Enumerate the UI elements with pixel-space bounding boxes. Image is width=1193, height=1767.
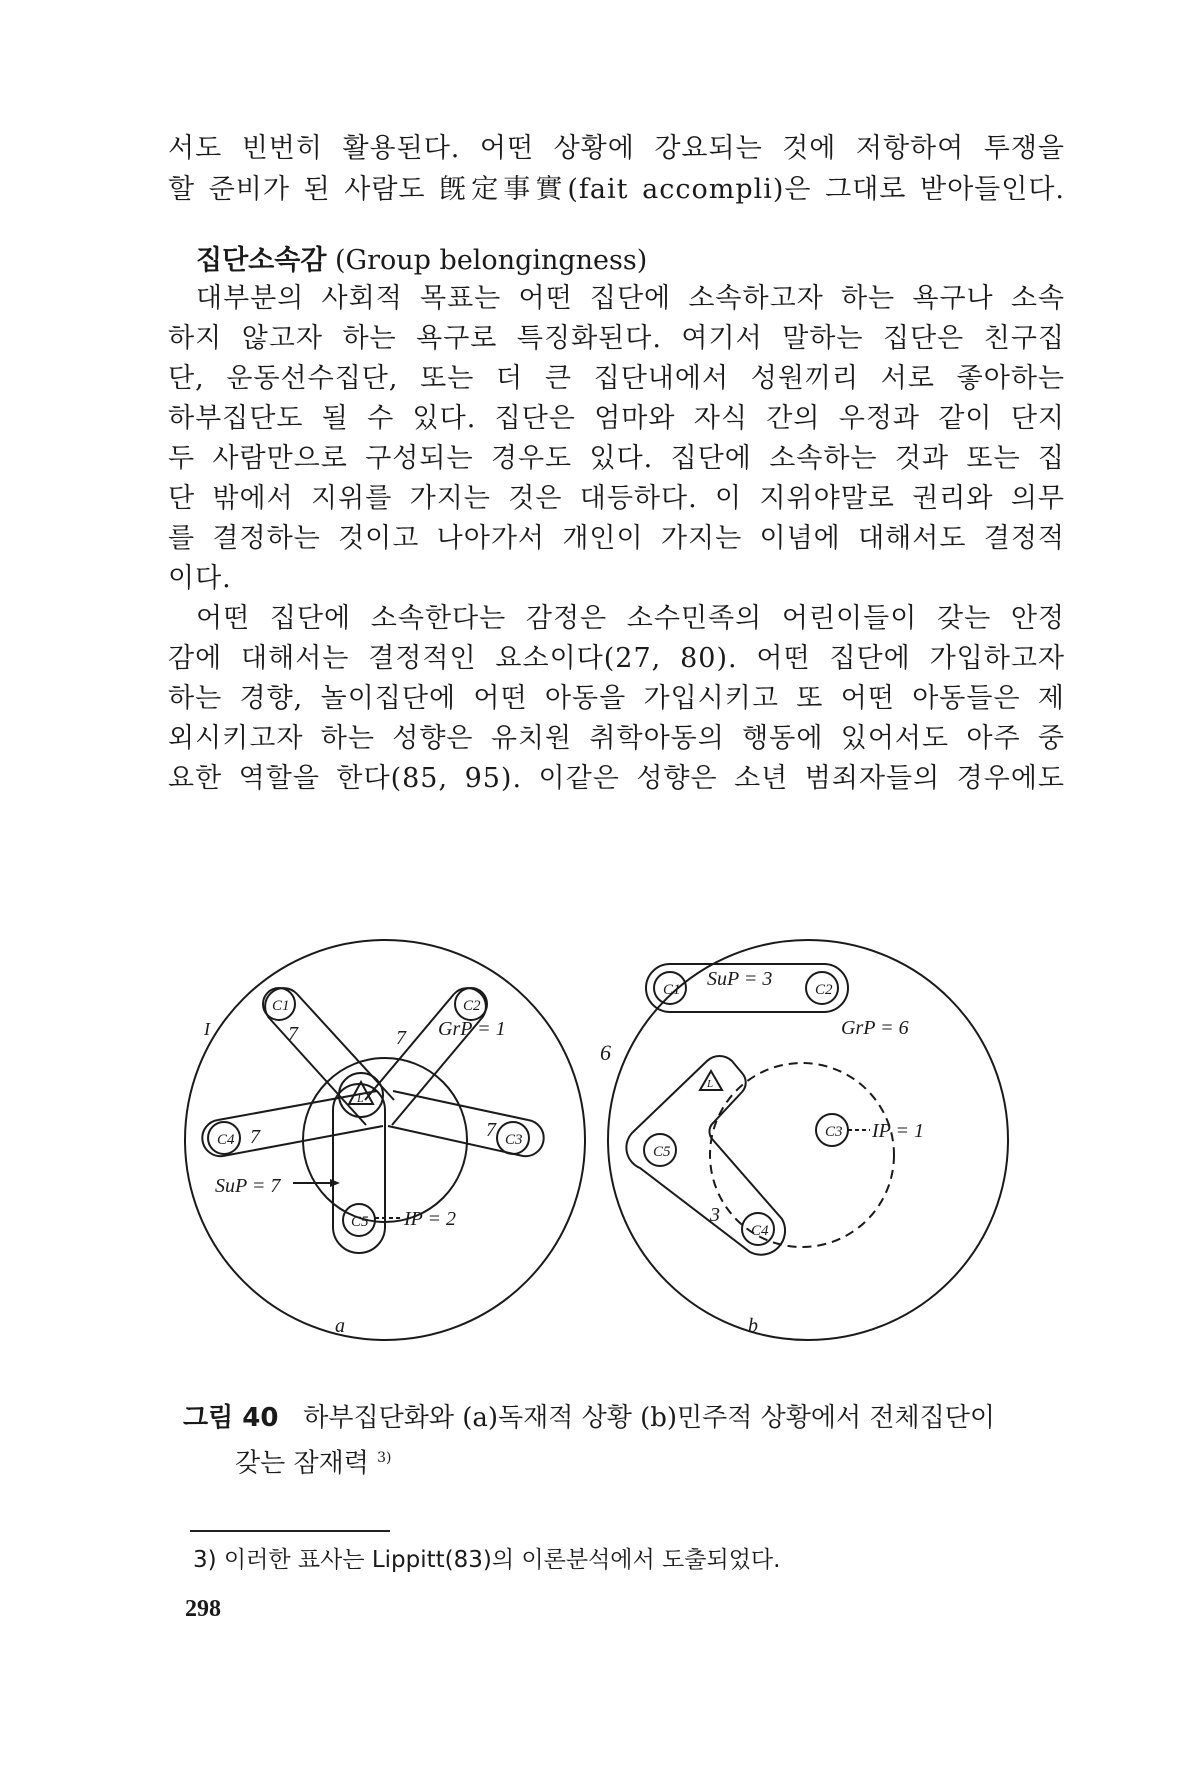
member-label: C2	[463, 998, 481, 1014]
footnote-ref: 3)	[377, 1450, 392, 1466]
diagram-a-label: a	[335, 1315, 345, 1337]
member-label: C3	[505, 1132, 523, 1148]
diagram-b-grp-label: GrP = 6	[841, 1017, 909, 1039]
figure-caption	[183, 1400, 1063, 1436]
weight-label: 7	[250, 1126, 260, 1148]
member-label: C3	[825, 1124, 843, 1140]
weight-label: 3	[710, 1204, 720, 1226]
figure-40-diagram	[160, 930, 1060, 1390]
body-line: 하부집단도 될 수 있다. 집단은 엄마와 자식 간의 우정과 같이 단지	[168, 403, 1065, 434]
diagram-b-sup-label: SuP = 3	[707, 968, 773, 990]
body-line: 대부분의 사회적 목표는 어떤 집단에 소속하고자 하는 욕구나 소속	[196, 283, 1065, 314]
body-line: 하지 않고자 하는 욕구로 특징화된다. 여기서 말하는 집단은 친구집	[168, 323, 1065, 354]
member-label: C4	[751, 1223, 769, 1239]
body-line: 요한 역할을 한다(85, 95). 이같은 성향은 소년 범죄자들의 경우에도	[168, 763, 1065, 794]
body-line: 이다.	[168, 563, 232, 594]
diagram-b-ip-label: IP = 1	[872, 1120, 925, 1142]
dashed-circle-b	[710, 1063, 894, 1247]
diagram-b	[608, 940, 1008, 1340]
member-label: C2	[815, 982, 833, 998]
caption-number: 그림 40	[183, 1403, 279, 1433]
footnote-rule	[190, 1530, 390, 1532]
body-line: 어떤 집단에 소속한다는 감정은 소수민족의 어린이들이 갖는 안정	[196, 603, 1065, 634]
diagram-b-label: b	[748, 1315, 758, 1337]
member-label: C1	[663, 982, 681, 998]
section-heading	[196, 245, 647, 277]
outer-circle-b	[608, 940, 1008, 1340]
figure-caption-2	[235, 1440, 1115, 1482]
member-label: C1	[272, 998, 290, 1014]
body-line: 두 사람만으로 구성되는 경우도 있다. 집단에 소속하는 것과 또는 집	[168, 443, 1065, 474]
body-line: 감에 대해서는 결정적인 요소이다(27, 80). 어떤 집단에 가입하고자	[168, 643, 1065, 674]
member-label: C5	[653, 1144, 671, 1160]
diagram-a-outer-label: I	[204, 1019, 210, 1039]
member-label: C4	[217, 1132, 235, 1148]
caption-text-2: 갖는 잠재력	[235, 1448, 369, 1479]
body-line: 단 밖에서 지위를 가지는 것은 대등하다. 이 지위야말로 권리와 의무	[168, 483, 1065, 514]
body-line: 를 결정하는 것이고 나아가서 개인이 가지는 이념에 대해서도 결정적	[168, 523, 1065, 554]
diagram-a	[185, 940, 585, 1340]
leader-label: L	[707, 1078, 714, 1090]
body-line: 할 준비가 된 사람도 旣定事實(fait accompli)은 그대로 받아들인다.	[168, 174, 1065, 205]
diagram-a-sup-label: SuP = 7	[215, 1175, 281, 1197]
weight-label: 7	[486, 1119, 496, 1141]
caption-text-1: 하부집단화와 (a)독재적 상황 (b)민주적 상황에서 전체집단이	[303, 1403, 995, 1433]
section-title-en: (Group belongingness)	[335, 245, 648, 276]
weight-label: 7	[396, 1027, 406, 1049]
leader-label: L	[357, 1091, 364, 1105]
footnote: 3) 이러한 표사는 Lippitt(83)의 이론분석에서 도출되었다.	[193, 1547, 781, 1573]
page-number: 298	[185, 1596, 221, 1622]
body-line: 서도 빈번히 활용된다. 어떤 상황에 강요되는 것에 저항하여 투쟁을	[168, 133, 1065, 164]
body-line: 단, 운동선수집단, 또는 더 큰 집단내에서 성원끼리 서로 좋아하는	[168, 363, 1065, 394]
member-label: C5	[351, 1214, 369, 1230]
diagram-a-ip-label: IP = 2	[404, 1208, 457, 1230]
body-line: 하는 경향, 놀이집단에 어떤 아동을 가입시키고 또 어떤 아동들은 제	[168, 683, 1065, 714]
section-title-ko: 집단소속감	[196, 245, 327, 276]
diagram-a-grp-label: GrP = 1	[438, 1018, 506, 1040]
weight-label: 7	[288, 1023, 298, 1045]
diagram-b-outer-label: 6	[600, 1040, 611, 1065]
body-line: 외시키고자 하는 성향은 유치원 취학아동의 행동에 있어서도 아주 중	[168, 723, 1065, 754]
